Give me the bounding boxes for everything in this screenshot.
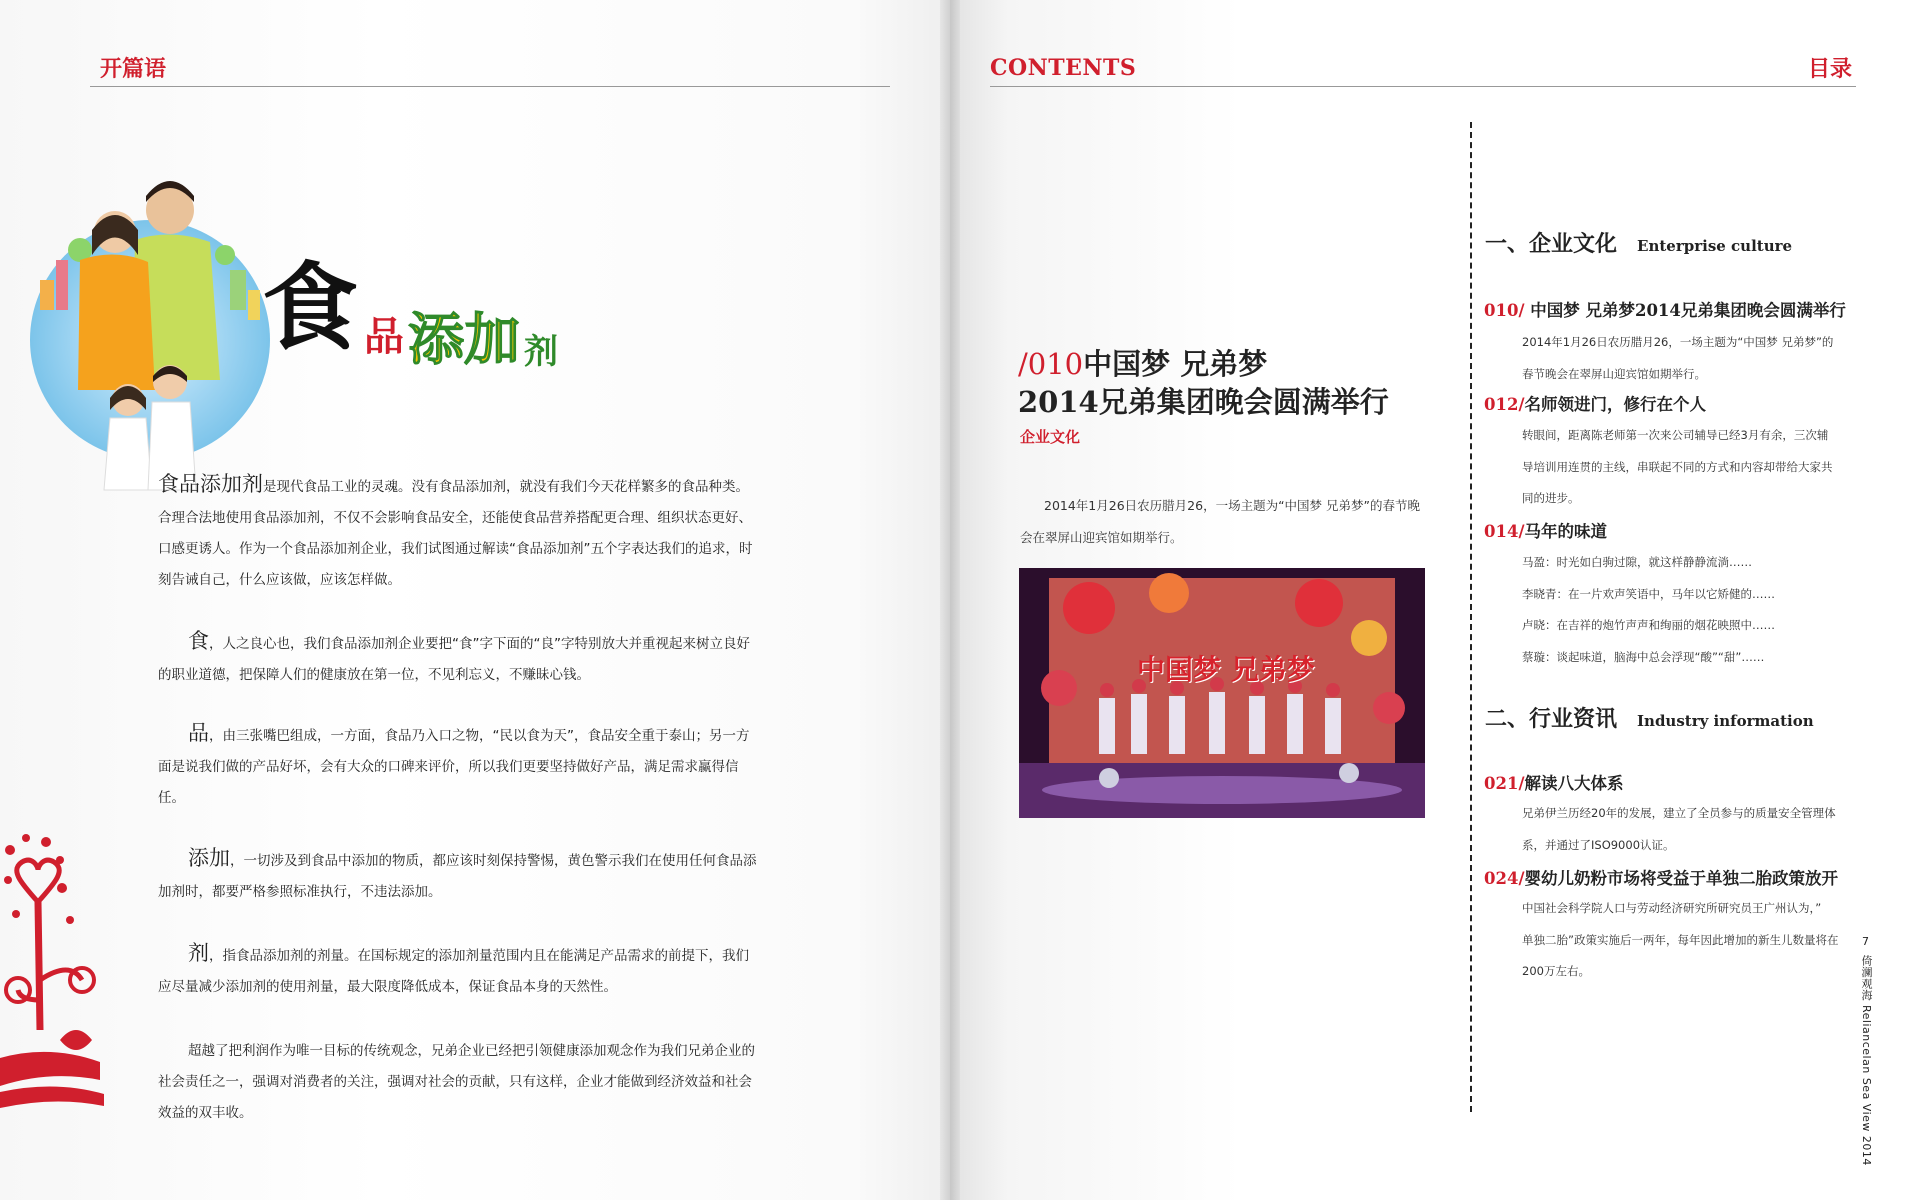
feature-title-line2: 2014兄弟集团晚会圆满举行 [1018, 385, 1389, 419]
summary-line: 单独二胎”政策实施后一两年，每年因此增加的新生儿数量将在 [1522, 932, 1839, 947]
left-header-rule [90, 86, 890, 87]
summary-line: 春节晚会在翠屏山迎宾馆如期举行。 [1522, 366, 1706, 381]
toc-item-021-summary [1522, 798, 1862, 861]
title-char-shi: 食 [262, 251, 358, 364]
intro-paragraph [158, 469, 758, 596]
summary-line: 马盈：时光如白驹过隙，就这样静静流淌…… [1522, 555, 1752, 569]
shi-text: ，人之良心也，我们食品添加剂企业要把“食”字下面的“良”字特别放大并重视起来树立良好的职业道德，把保障人们的健康放在第一位，不见利忘义，不赚昧心钱。 [158, 636, 750, 683]
title-char-pin: 品 [364, 313, 404, 360]
summary-line: 蔡璇：谈起味道，脑海中总会浮现“酸”“甜”…… [1522, 649, 1765, 664]
summary-line: 中国社会科学院人口与劳动经济研究所研究员王广州认为，” [1522, 901, 1822, 915]
pin-text: ，由三张嘴巴组成，一方面，食品乃入口之物，“民以食为天”，食品安全重于泰山；另一方面是说我们做的产品好坏，会有大众的口碑来评价，所以我们更要坚持做好产品，满足需求赢得信任。 [158, 728, 750, 806]
toc-item-number: 014/ [1484, 522, 1525, 541]
feature-category: 企业文化 [1020, 428, 1081, 446]
family-photo-illustration [20, 160, 280, 500]
tianjia-text: ，一切涉及到食品中添加的物质，都应该时刻保持警惕，黄色警示我们在使用任何食品添加剂时，都要严格参照标准执行，不违法添加。 [158, 853, 757, 900]
section-enterprise-culture [1485, 227, 1792, 258]
title-chars-tianjia: 添加 [408, 307, 520, 373]
closing-paragraph [158, 1036, 758, 1129]
closing-text: 超越了把利润作为唯一目标的传统观念，兄弟企业已经把引领健康添加观念作为我们兄弟企业的社会责任之一，强调对消费者的关注，强调对社会的贡献，只有这样，企业才能做到经济效益和社会效益的双丰收。 [158, 1043, 755, 1121]
magazine-vertical-title: 倚澜观海 Reliancelan Sea View 2014 [1860, 955, 1873, 1166]
gala-banner-text: 中国梦 兄弟梦 [1137, 653, 1315, 686]
tianjia-lead: 添加 [188, 846, 230, 870]
feature-number: /010 [1018, 347, 1084, 381]
tianjia-paragraph [158, 843, 758, 908]
page-number: 7 [1862, 935, 1869, 948]
toc-item-number: 021/ [1484, 774, 1525, 793]
toc-item-number: 010/ [1484, 301, 1525, 320]
toc-item-title: 解读八大体系 [1524, 774, 1624, 793]
feature-title-line1: 中国梦 兄弟梦 [1083, 347, 1268, 381]
toc-item-title: 婴幼儿奶粉市场将受益于单独二胎政策放开 [1524, 869, 1838, 888]
summary-line: 导培训用连贯的主线，串联起不同的方式和内容却带给大家共 [1522, 459, 1833, 474]
feature-title [1018, 345, 1389, 421]
ji-lead: 剂 [188, 941, 209, 965]
summary-line: 2014年1月26日农历腊月26，一场主题为“中国梦 兄弟梦”的 [1522, 335, 1834, 349]
toc-item-010[interactable] [1484, 297, 1846, 321]
toc-item-024-summary [1522, 893, 1862, 988]
summary-line: 卢晓：在吉祥的炮竹声声和绚丽的烟花映照中…… [1522, 618, 1775, 632]
gala-stage-photo [1019, 568, 1425, 818]
shi-paragraph [158, 626, 758, 691]
ji-text: ，指食品添加剂的剂量。在国标规定的添加剂量范围内且在能满足产品需求的前提下，我们应尽量减少添加剂的使用剂量，最大限度降低成本，保证食品本身的天然性。 [158, 948, 749, 995]
toc-item-014[interactable] [1484, 518, 1607, 542]
summary-line: 兄弟伊兰历经20年的发展，建立了全员参与的质量安全管理体 [1522, 806, 1836, 820]
heart-tree-decoration [0, 830, 110, 1110]
toc-item-021[interactable] [1484, 770, 1623, 794]
ji-paragraph [158, 938, 758, 1003]
summary-line: 转眼间，距离陈老师第一次来公司辅导已经3月有余，三次辅 [1522, 428, 1829, 442]
toc-item-number: 024/ [1484, 869, 1525, 888]
title-char-ji: 剂 [524, 332, 558, 372]
right-header-rule [990, 86, 1856, 87]
contents-header: CONTENTS [990, 55, 1137, 81]
intro-text: 是现代食品工业的灵魂。没有食品添加剂，就没有我们今天花样繁多的食品种类。合理合法地使用食品添加剂，不仅不会影响食品安全，还能使食品营养搭配更合理、组织状态更好、口感更诱人。作为一个食品添加剂企业，我们试图通过解读“食品添加剂”五个字表达我们的追求，时刻告诫自己，什么应该做，应该怎样做。 [158, 479, 753, 588]
pin-lead: 品 [188, 721, 209, 745]
shi-lead: 食 [188, 629, 209, 653]
toc-item-title: 马年的味道 [1524, 522, 1607, 541]
toc-item-number: 012/ [1484, 395, 1525, 414]
section-2-cn: 二、行业资讯 [1485, 706, 1618, 732]
intro-lead: 食品添加剂 [158, 472, 263, 496]
pin-paragraph [158, 718, 758, 814]
section-2-en: Industry information [1637, 712, 1814, 730]
mulu-header: 目录 [1808, 56, 1853, 82]
feature-summary: 2014年1月26日农历腊月26，一场主题为“中国梦 兄弟梦”的春节晚会在翠屏山迎宾馆如期举行。 [1020, 498, 1421, 545]
summary-line: 李晓青：在一片欢声笑语中，马年以它矫健的…… [1522, 586, 1775, 601]
left-page-header: 开篇语 [100, 56, 167, 82]
summary-line: 同的进步。 [1522, 491, 1580, 505]
toc-item-010-summary [1522, 327, 1862, 390]
toc-item-012-summary [1522, 420, 1862, 515]
section-1-en: Enterprise culture [1637, 237, 1793, 255]
toc-item-024[interactable] [1484, 865, 1838, 889]
section-industry-information [1485, 702, 1814, 733]
toc-item-012[interactable] [1484, 391, 1706, 415]
summary-line: 200万左右。 [1522, 964, 1590, 978]
spine-fold [940, 0, 960, 1200]
summary-line: 系，并通过了ISO9000认证。 [1522, 837, 1675, 852]
toc-dashed-divider [1470, 122, 1472, 1112]
toc-item-014-summary [1522, 547, 1862, 673]
section-1-cn: 一、企业文化 [1485, 231, 1618, 257]
toc-item-title: 中国梦 兄弟梦2014兄弟集团晚会圆满举行 [1524, 301, 1846, 320]
toc-item-title: 名师领进门，修行在个人 [1524, 395, 1706, 414]
